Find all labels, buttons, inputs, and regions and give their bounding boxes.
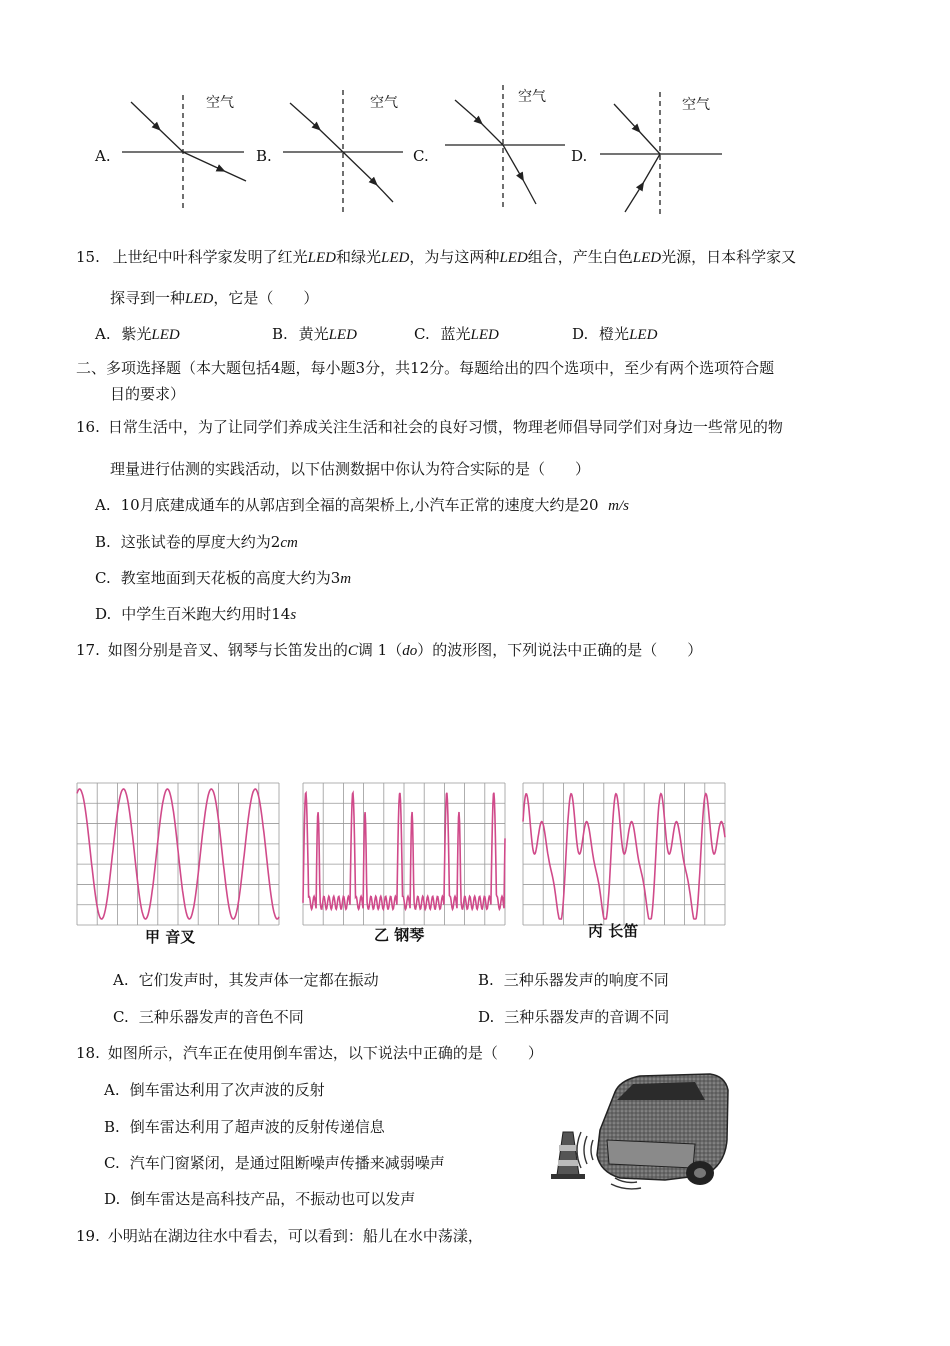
caption-tuning-fork: 甲 音叉 [145,928,196,946]
question-15-line2: 探寻到一种LED，它是（ ） [110,289,319,307]
traffic-cone-icon [551,1132,585,1179]
q15-option-d: D. 橙光LED [572,325,658,343]
section-2-line2: 目的要求） [110,385,186,403]
air-label-d: 空气 [682,97,710,113]
q18-option-a: A. 倒车雷达利用了次声波的反射 [104,1081,325,1099]
q16-option-b: B. 这张试卷的厚度大约为2cm [95,533,298,551]
waveform-flute [523,783,725,925]
q18-option-d: D. 倒车雷达是高科技产品，不振动也可以发声 [104,1190,416,1208]
figure-a [122,95,246,212]
q16-option-d: D. 中学生百米跑大约用时14s [95,605,297,623]
section-2-line1: 二、多项选择题（本大题包括4题，每小题3分，共12分。每题给出的四个选项中，至少有两个选项符合题 [76,359,775,377]
waveform-tuning-fork [77,783,279,925]
air-label-a: 空气 [206,95,234,111]
question-17-stem: 17. 如图分别是音叉、钢琴与长笛发出的C调 1（do）的波形图，下列说法中正确的是（ ） [76,641,703,659]
option-label-c: C. [413,147,429,165]
q15-option-a: A. 紫光LED [95,325,180,343]
air-label-c: 空气 [518,89,546,105]
option-label-b: B. [256,147,272,165]
figure-c [445,85,565,210]
waveform-figures [0,775,950,950]
q15-option-c: C. 蓝光LED [414,325,499,343]
option-label-d: D. [571,147,588,165]
caption-piano: 乙 钢琴 [374,926,425,944]
question-16-line2: 理量进行估测的实践活动，以下估测数据中你认为符合实际的是（ ） [110,460,591,478]
q15-option-b: B. 黄光LED [272,325,357,343]
q16-option-a: A. 10月底建成通车的从郭店到全福的高架桥上,小汽车正常的速度大约是20 m/s [95,496,629,514]
waveform-piano [303,783,505,925]
car-radar-illustration [545,1070,735,1195]
car-icon [597,1074,728,1185]
question-18-stem: 18. 如图所示，汽车正在使用倒车雷达，以下说法中正确的是（ ） [76,1044,543,1062]
q17-option-d: D. 三种乐器发声的音调不同 [478,1008,670,1026]
refraction-diagrams [0,0,950,225]
q18-option-c: C. 汽车门窗紧闭，是通过阻断噪声传播来减弱噪声 [104,1154,445,1172]
question-16-line1: 16. 日常生活中，为了让同学们养成关注生活和社会的良好习惯，物理老师倡导同学们对身边一些常见的物 [76,418,783,436]
caption-flute: 丙 长笛 [588,922,639,940]
q17-option-c: C. 三种乐器发声的音色不同 [113,1008,304,1026]
q16-option-c: C. 教室地面到天花板的高度大约为3m [95,569,352,587]
option-label-a: A. [95,147,111,165]
q18-option-b: B. 倒车雷达利用了超声波的反射传递信息 [104,1118,385,1136]
q17-option-b: B. 三种乐器发声的响度不同 [478,971,669,989]
q17-option-a: A. 它们发声时，其发声体一定都在振动 [113,971,379,989]
question-19-stem: 19. 小明站在湖边往水中看去，可以看到：船儿在水中荡漾， [76,1227,483,1245]
question-15-line1: 15. 上世纪中叶科学家发明了红光LED和绿光LED，为与这两种LED组合，产生白色LED光源，日本科学家又 [76,248,797,266]
air-label-b: 空气 [370,95,398,111]
